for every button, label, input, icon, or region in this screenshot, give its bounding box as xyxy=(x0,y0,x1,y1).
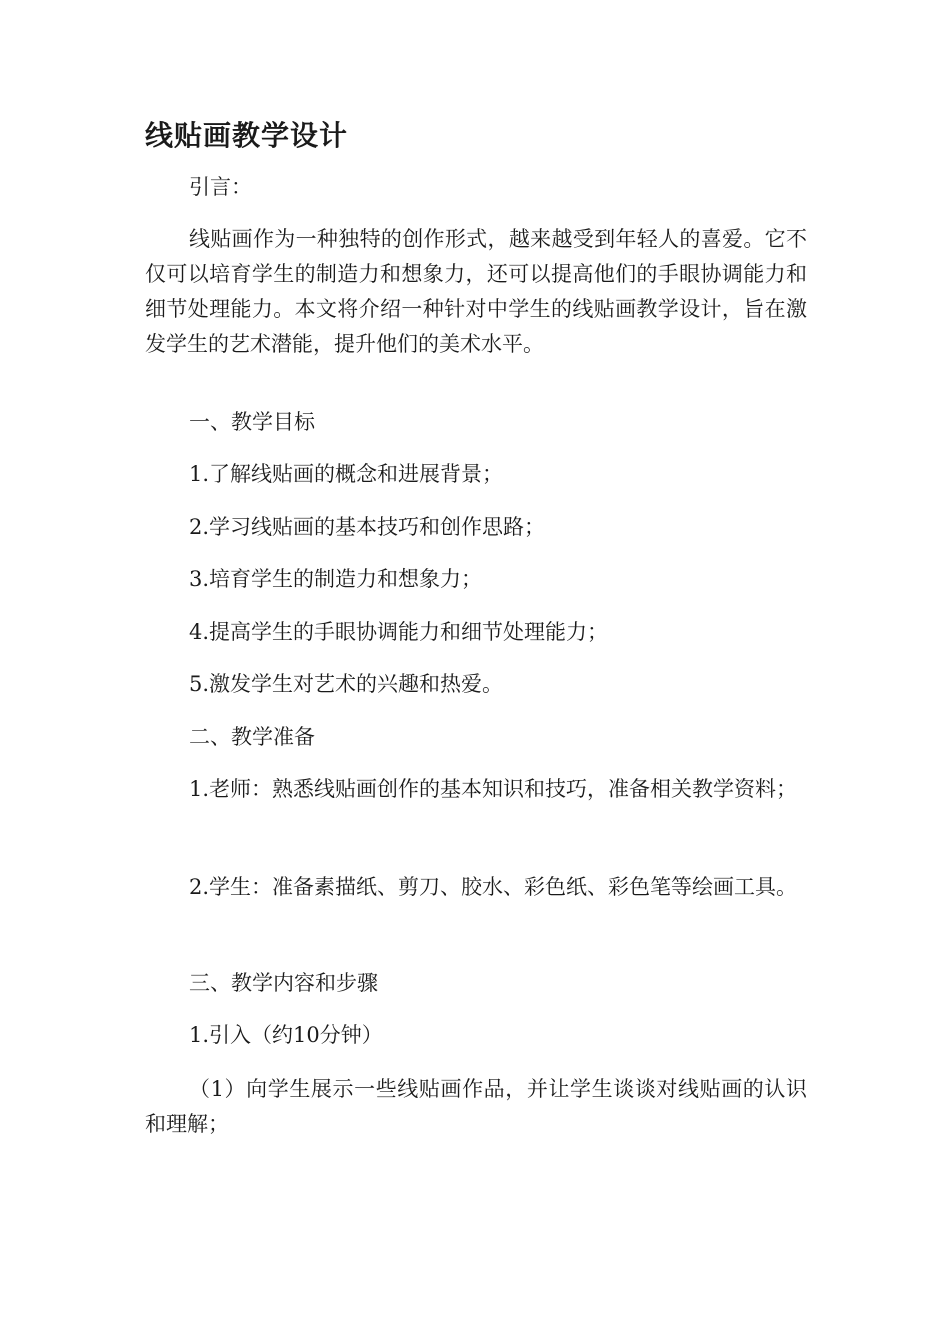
goal-item-1: 1.了解线贴画的概念和进展背景； xyxy=(189,462,504,486)
paragraph-intro-heading: 引言： xyxy=(189,175,252,199)
goal-item-5: 5.激发学生对艺术的兴趣和热爱。 xyxy=(189,672,504,696)
preparation-item-teacher: 1.老师：熟悉线贴画创作的基本知识和技巧，准备相关教学资料； xyxy=(189,777,798,801)
section-heading-preparation: 二、教学准备 xyxy=(189,725,315,749)
goal-item-3: 3.培育学生的制造力和想象力； xyxy=(189,567,483,591)
section-heading-goals: 一、教学目标 xyxy=(189,410,315,434)
section-heading-content-steps: 三、教学内容和步骤 xyxy=(189,971,378,995)
document-title: 线贴画教学设计 xyxy=(145,119,349,152)
step-item-1: （1）向学生展示一些线贴画作品，并让学生谈谈对线贴画的认识和理解； xyxy=(145,1077,807,1136)
paragraph-intro-text: 线贴画作为一种独特的创作形式，越来越受到年轻人的喜爱。它不仅可以培育学生的制造力和想象力，还可以提高他们的手眼协调能力和细节处理能力。本文将介绍一种针对中学生的线贴画教学设计，旨在激发学生的艺术潜能，提升他们的美术水平。 xyxy=(145,227,807,356)
preparation-item-student: 2.学生：准备素描纸、剪刀、胶水、彩色纸、彩色笔等绘画工具。 xyxy=(189,875,798,899)
goal-item-2: 2.学习线贴画的基本技巧和创作思路； xyxy=(189,515,546,539)
step-heading-intro: 1.引入（约10分钟） xyxy=(189,1023,383,1047)
goal-item-4: 4.提高学生的手眼协调能力和细节处理能力； xyxy=(189,620,609,644)
